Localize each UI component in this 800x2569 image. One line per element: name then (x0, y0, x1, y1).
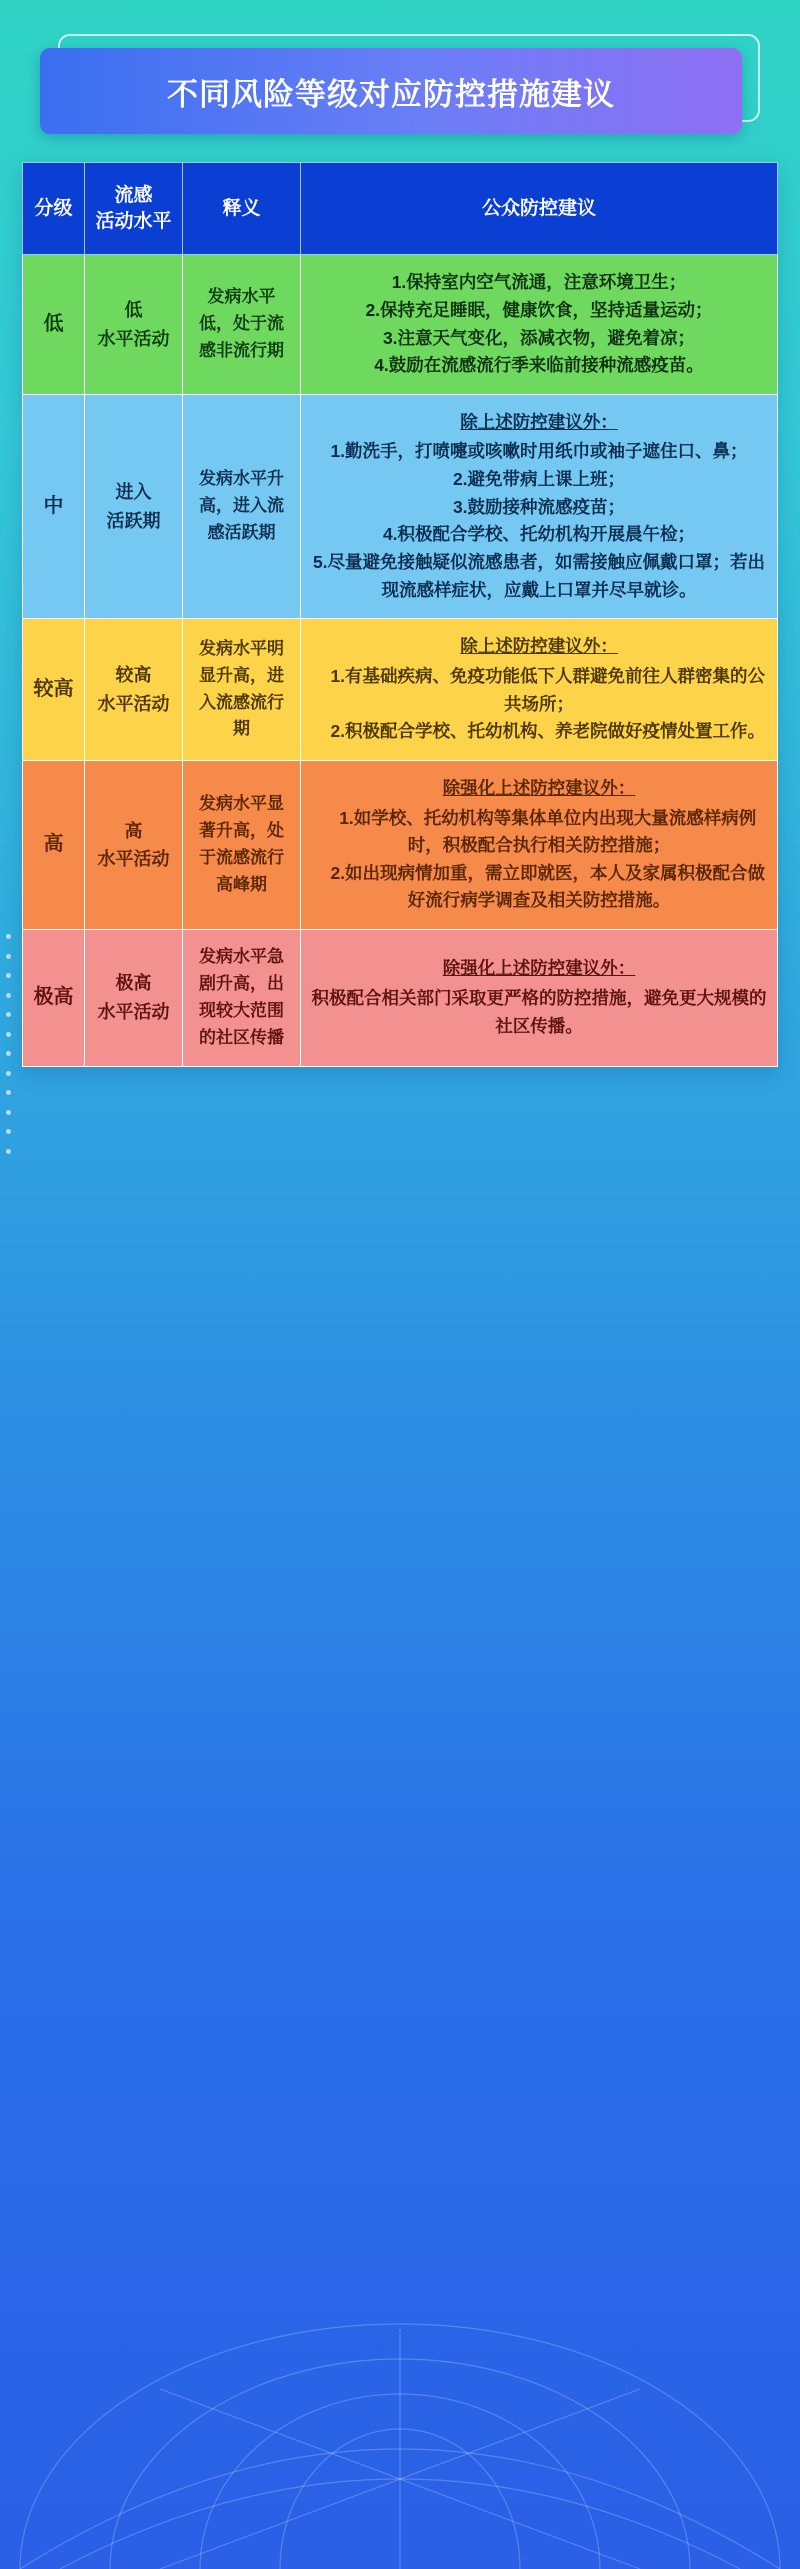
header-activity-line2: 活动水平 (95, 210, 172, 232)
row-activity (85, 619, 183, 761)
table-row (23, 255, 778, 395)
row-level: 低 (23, 255, 85, 395)
row-meaning: 发病水平低，处于流感非流行期 (183, 255, 301, 395)
advice-line: 积极配合相关部门采取更严格的防控措施，避免更大规模的社区传播。 (311, 987, 767, 1036)
row-advice (301, 619, 778, 761)
row-activity (85, 930, 183, 1066)
advice-line: 5.尽量避免接触疑似流感患者，如需接触应佩戴口罩；若出现流感样症状，应戴上口罩并尽早就诊。 (312, 552, 766, 600)
background-decoration (0, 2269, 800, 2569)
advice-line: 1.勤洗手，打喷嚏或咳嗽时用纸巾或袖子遮住口、鼻； (330, 441, 748, 462)
bottom-spacer (18, 1067, 782, 1217)
header-definition: 释义 (183, 163, 301, 255)
row-activity-line1: 较高 (115, 665, 152, 686)
advice-line: 1.保持室内空气流通，注意环境卫生； (391, 272, 687, 293)
risk-level-table (22, 162, 778, 1067)
row-activity-line1: 低 (124, 300, 143, 321)
row-activity-line2: 活跃期 (106, 510, 161, 531)
advice-line: 3.鼓励接种流感疫苗； (452, 496, 626, 517)
header-public-advice: 公众防控建议 (301, 163, 778, 255)
row-activity-line1: 高 (124, 820, 143, 841)
table-header-row (23, 163, 778, 255)
row-activity (85, 394, 183, 618)
row-activity-line2: 水平活动 (97, 328, 170, 349)
advice-header: 除上述防控建议外： (460, 636, 618, 657)
advice-line: 2.避免带病上课上班； (452, 469, 626, 490)
row-level: 高 (23, 760, 85, 929)
header-activity-line1: 流感 (114, 185, 153, 206)
advice-line: 3.注意天气变化，添减衣物，避免着凉； (382, 327, 696, 348)
row-level: 极高 (23, 930, 85, 1066)
row-level: 较高 (23, 619, 85, 761)
advice-line: 4.积极配合学校、托幼机构开展晨午检； (382, 524, 696, 545)
row-activity-line2: 水平活动 (97, 1001, 170, 1022)
row-advice (301, 394, 778, 618)
row-advice (301, 760, 778, 929)
row-level: 中 (23, 394, 85, 618)
advice-line: 1.如学校、托幼机构等集体单位内出现大量流感样病例时，积极配合执行相关防控措施； (339, 807, 757, 856)
advice-line: 2.如出现病情加重，需立即就医，本人及家属积极配合做好流行病学调查及相关防控措施。 (330, 862, 766, 911)
infographic-page (0, 34, 800, 1217)
advice-line: 1.有基础疾病、免疫功能低下人群避免前往人群密集的公共场所； (330, 665, 766, 714)
table-row (23, 760, 778, 929)
title-section (40, 34, 760, 136)
header-level: 分级 (23, 163, 85, 255)
row-activity-line2: 水平活动 (97, 693, 170, 714)
row-activity-line2: 水平活动 (97, 848, 170, 869)
row-meaning: 发病水平急剧升高，出现较大范围的社区传播 (183, 930, 301, 1066)
row-activity-line1: 极高 (115, 973, 152, 994)
table-row (23, 394, 778, 618)
advice-line: 2.积极配合学校、托幼机构、养老院做好疫情处置工作。 (330, 721, 766, 742)
row-meaning: 发病水平升高，进入流感活跃期 (183, 394, 301, 618)
title-banner (40, 48, 742, 134)
advice-line: 4.鼓励在流感流行季来临前接种流感疫苗。 (374, 355, 704, 376)
table-row (23, 619, 778, 761)
table-row (23, 930, 778, 1066)
advice-header: 除强化上述防控建议外： (442, 958, 636, 979)
row-activity (85, 255, 183, 395)
advice-header: 除上述防控建议外： (460, 411, 618, 432)
row-advice (301, 930, 778, 1066)
header-activity-level (85, 163, 183, 255)
advice-header: 除强化上述防控建议外： (442, 777, 636, 798)
advice-line: 2.保持充足睡眠，健康饮食，坚持适量运动； (365, 299, 713, 320)
row-advice (301, 255, 778, 395)
row-activity (85, 760, 183, 929)
row-activity-line1: 进入 (115, 482, 152, 503)
row-meaning: 发病水平明显升高，进入流感流行期 (183, 619, 301, 761)
row-meaning: 发病水平显著升高，处于流感流行高峰期 (183, 760, 301, 929)
page-title: 不同风险等级对应防控措施建议 (167, 76, 615, 112)
